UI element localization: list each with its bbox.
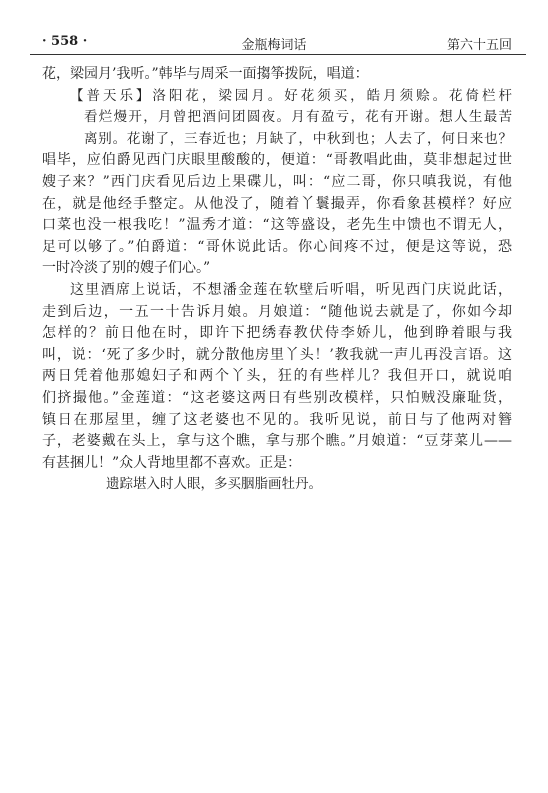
verse-line: 看烂熳开，月曾把酒问团圆夜。月有盈亏，花有开谢。想人生最苦 — [84, 109, 512, 126]
verse-line: 遗踪堪入时人眼，多买胭脂画牡丹。 — [106, 476, 322, 493]
text-line: 唱毕，应伯爵见西门庆眼里酸酸的，便道：“哥教唱此曲，莫非想起过世 — [42, 152, 512, 169]
text-line: 口菜也没一根我吃！”温秀才道：“这等盛设，老先生中馈也不谓无人， — [42, 217, 512, 234]
text-line: 一时冷淡了别的嫂子们心。” — [42, 260, 211, 277]
page-body — [42, 64, 512, 496]
text-line: 镇日在那屋里，缠了这老婆也不见的。我听见说，前日与了他两对簪 — [42, 411, 512, 428]
verse-line: 【普天乐】洛阳花，梁园月。好花须买，皓月须赊。花倚栏杆 — [70, 87, 512, 104]
page-header — [22, 20, 526, 53]
text-line: 叫，说：‘死了多少时，就分散他房里丫头！’教我就一声儿再没言语。这 — [42, 346, 512, 363]
verse-line: 离别。花谢了，三春近也；月缺了，中秋到也；人去了，何日来也？ — [84, 130, 512, 147]
chapter-title: 第六十五回 — [446, 38, 512, 53]
text-line: 们挤撮他。”金莲道：“这老婆这两日有些别改模样，只怕贼没廉耻货， — [42, 389, 512, 406]
text-line: 足可以够了。”伯爵道：“哥休说此话。你心间疼不过，便是这等说，恐 — [42, 238, 512, 255]
text-line: 嫂子来？”西门庆看见后边上果碟儿，叫：“应二哥，你只嗔我说，有他 — [42, 173, 512, 190]
text-line: 走到后边，一五一十告诉月娘。月娘道：“随他说去就是了，你如今却 — [42, 303, 512, 320]
text-line: 有甚捆儿！”众人背地里都不喜欢。正是： — [42, 454, 302, 471]
page-number: · 558 · — [42, 34, 88, 49]
text-line: 子，老婆戴在头上，拿与这个瞧，拿与那个瞧。”月娘道：“豆芽菜儿—— — [42, 433, 512, 450]
text-line: 怎样的？前日他在时，即许下把绣春教伏侍李娇儿，他到睁着眼与我 — [42, 325, 512, 342]
text-line: 这里酒席上说话，不想潘金莲在软壁后听唱，听见西门庆说此话， — [70, 281, 512, 298]
text-line: 两日凭着他那媳妇子和两个丫头，狂的有些样儿？我但开口，就说咱 — [42, 368, 512, 385]
header-divider — [30, 54, 526, 55]
text-line: 在，就是他经手整定。从他没了，随着丫鬟撮弄，你看象甚模样？好应 — [42, 195, 512, 212]
book-title: 金瓶梅词话 — [241, 38, 307, 53]
text-line: 花，梁园月’我听。”韩毕与周采一面搊筝拨阮，唱道： — [42, 66, 369, 82]
